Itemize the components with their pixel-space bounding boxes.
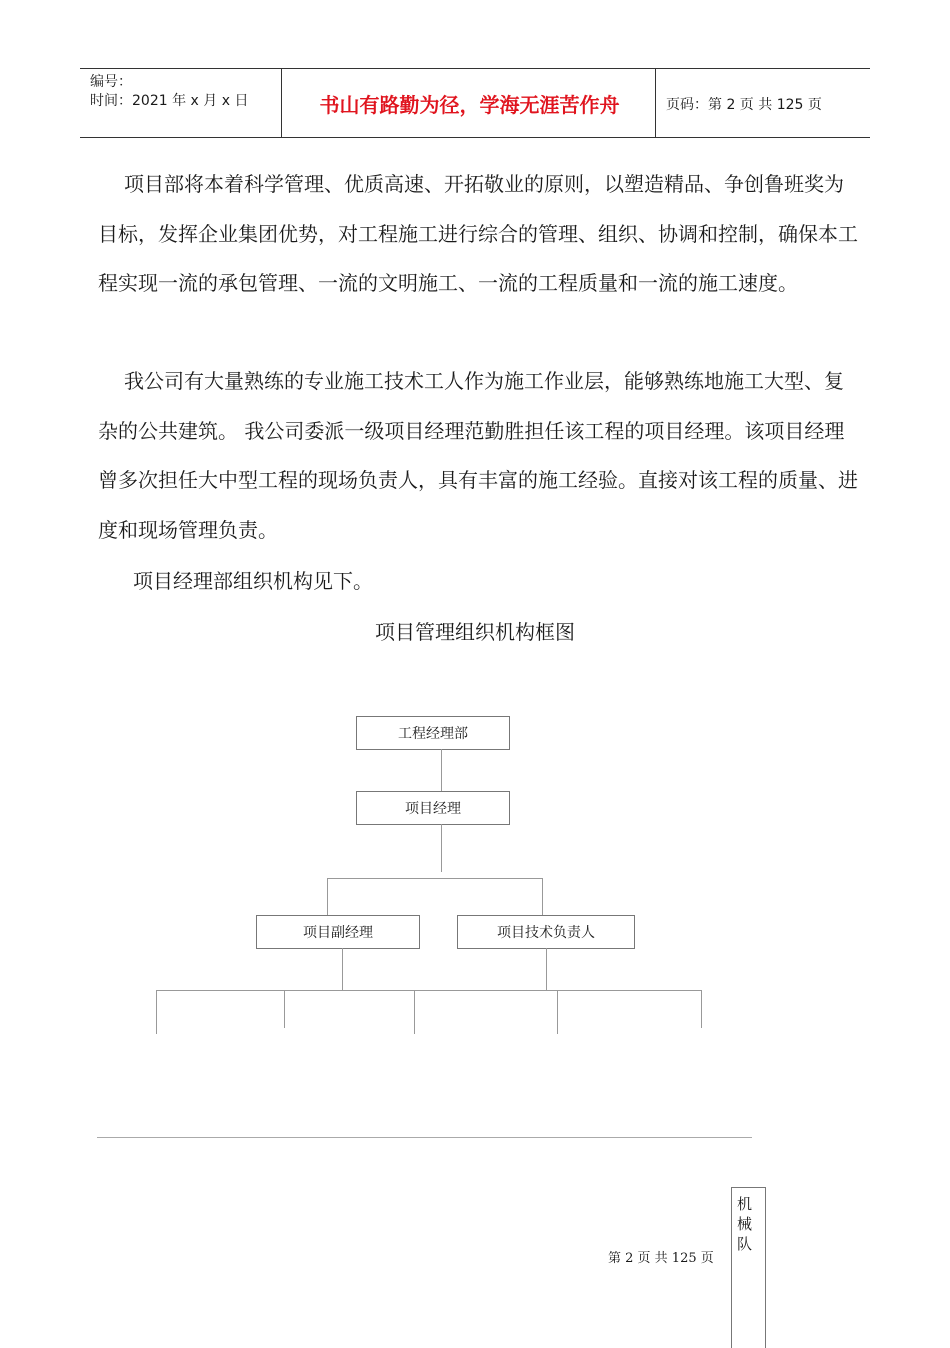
connector [414, 990, 415, 1034]
box-project-manager: 项目经理 [356, 791, 510, 825]
connector [284, 990, 285, 1028]
footer-divider [97, 1137, 752, 1138]
connector [156, 990, 702, 991]
box-engineering-dept: 工程经理部 [356, 716, 510, 750]
header-table [80, 68, 870, 138]
connector [327, 878, 328, 915]
header-left-cell [90, 73, 248, 111]
box-machinery-team [731, 1187, 766, 1348]
connector [546, 948, 547, 990]
paragraph-3: 项目经理部组织机构见下。 [133, 569, 373, 593]
connector [701, 990, 702, 1028]
connector [441, 824, 442, 872]
number-label: 编号： [90, 74, 132, 90]
connector [441, 749, 442, 791]
box-deputy-manager: 项目副经理 [256, 915, 420, 949]
footer-page-number: 第 2 页 共 125 页 [608, 1251, 714, 1266]
connector [156, 990, 157, 1034]
header-divider [655, 69, 656, 137]
header-divider [281, 69, 282, 137]
motto-text: 书山有路勤为径，学海无涯苦作舟 [319, 92, 620, 117]
paragraph-2: 我公司有大量熟练的专业施工技术工人作为施工作业层，能够熟练地施工大型、复杂的公共建筑。 我公司委派一级项目经理范勤胜担任该工程的项目经理。该项目经理曾多次担任大中型工程的现场负责人，具有丰富的施工经验。直接对该工程的质量、进度和现场管理负责。 [98, 369, 858, 542]
org-chart-title: 项目管理组织机构框图 [375, 620, 575, 644]
page-info: 页码：第 2 页 共 125 页 [666, 97, 822, 113]
box-technical-lead: 项目技术负责人 [457, 915, 635, 949]
time-label: 时间：2021 年 x 月 x 日 [90, 93, 249, 109]
connector [342, 948, 343, 990]
connector [557, 990, 558, 1034]
connector [327, 878, 543, 879]
paragraph-1: 项目部将本着科学管理、优质高速、开拓敬业的原则，以塑造精品、争创鲁班奖为目标，发挥企业集团优势，对工程施工进行综合的管理、组织、协调和控制，确保本工程实现一流的承包管理、一流的文明施工、一流的工程质量和一流的施工速度。 [98, 172, 858, 295]
connector [542, 878, 543, 915]
machinery-team-label: 机械队 [737, 1195, 753, 1253]
